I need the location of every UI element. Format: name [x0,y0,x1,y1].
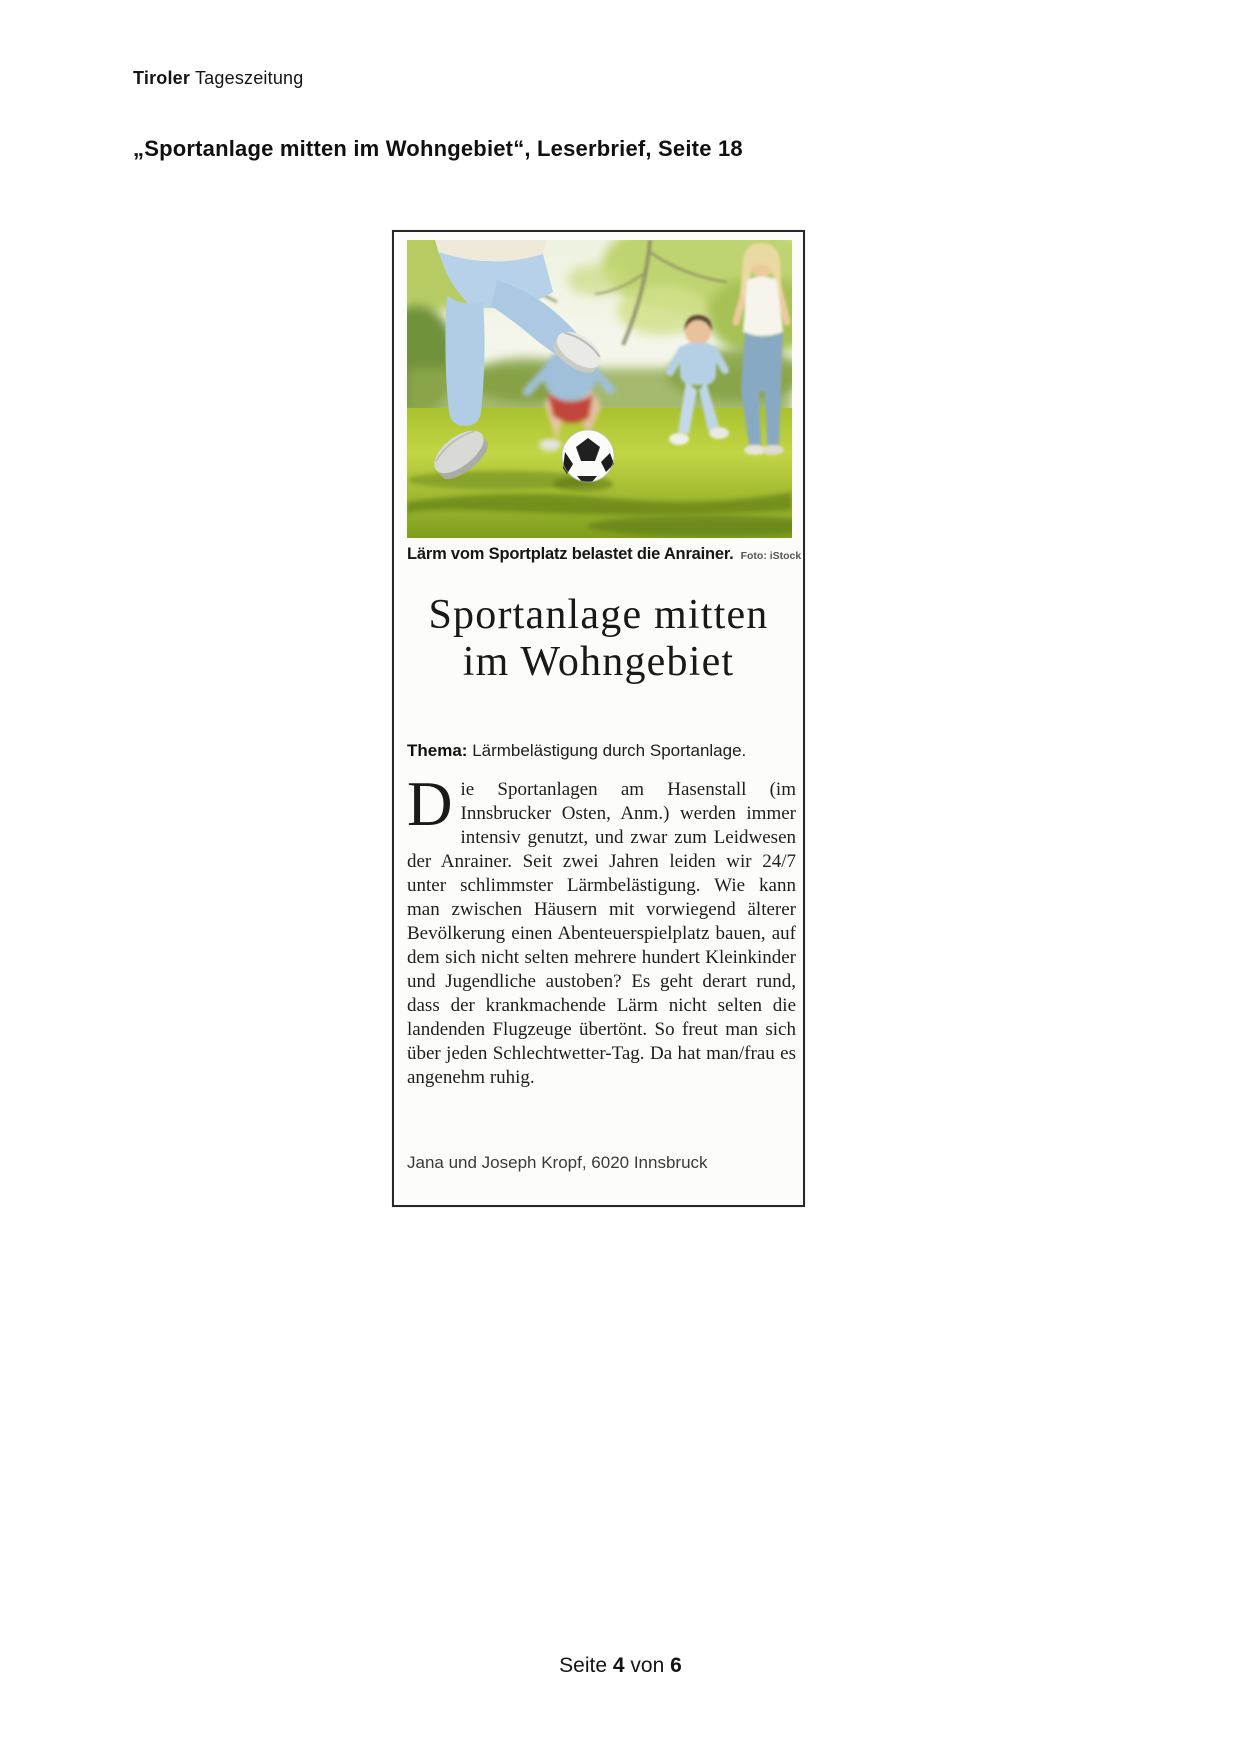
letter-author: Jana und Joseph Kropf, 6020 Innsbruck [407,1153,708,1172]
article-headline [394,592,803,686]
newspaper-name-bold: Tiroler [133,68,191,88]
headline-line-2: im Wohngebiet [462,639,735,685]
headline-line-1: Sportanlage mitten [428,592,769,638]
page-number-label: Seite [559,1654,608,1677]
article-photo [407,240,792,538]
newspaper-clipping [392,230,805,1207]
article-body-text: ie Sportanlagen am Hasenstall (im Innsbrucker Osten, Anm.) werden immer intensiv genutzt, und zwar zum Leidwesen der Anrainer. Seit zwei Jahren leiden wir 24/7 unter schlimmster Lärmbelästigung. Wie kann man zwischen Häusern mit vorwiegend älterer Bevölkerung einen Abenteuerspielplatz bauen, auf dem sich nicht selten mehrere hundert Kleinkinder und Jugendliche austoben? Es geht derart rund, dass der krankmachende Lärm nicht selten die landenden Flugzeuge übertönt. So freut man sich über jeden Schlechtwetter-Tag. Da hat man/frau es angenehm ruhig. [407,779,796,1088]
photo-caption: Lärm vom Sportplatz belastet die Anrainer. [407,545,734,563]
photo-credit: Foto: iStock [740,550,802,562]
document-title: „Sportanlage mitten im Wohngebiet“, Leserbrief, Seite 18 [133,136,743,161]
page-number-total: 6 [670,1654,682,1677]
page-number-current: 4 [612,1654,625,1677]
page-number [0,1654,1241,1678]
newspaper-name [133,68,303,89]
photo-caption-row [407,543,802,567]
topic-text: Lärmbelästigung durch Sportanlage. [472,741,747,760]
article-body [407,769,796,1090]
topic-label: Thema: [407,741,468,760]
dropcap-letter: D [407,769,453,839]
article-topic-line [407,741,797,761]
children-playing-soccer-illustration [407,240,792,538]
page-number-of: von [630,1654,665,1677]
newspaper-name-regular: Tageszeitung [194,68,304,88]
